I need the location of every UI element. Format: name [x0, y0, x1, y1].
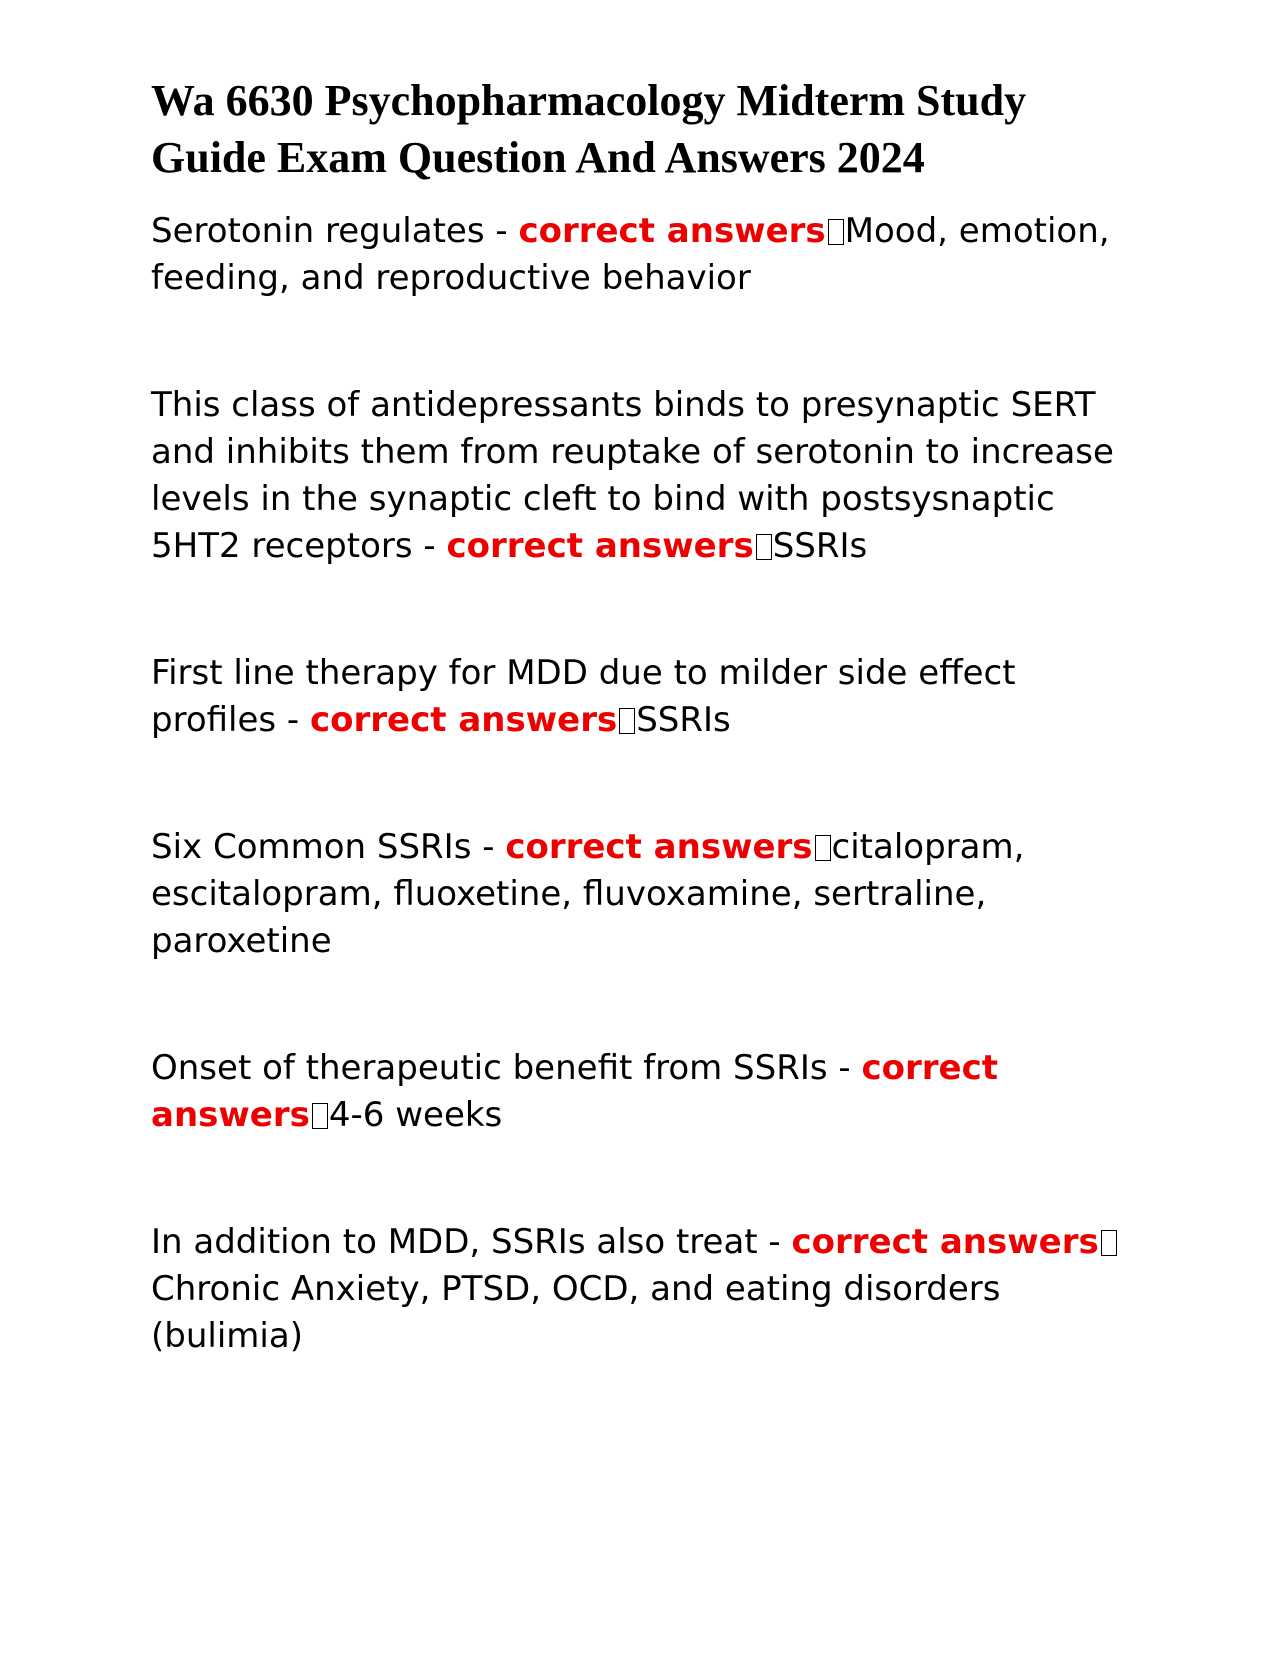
question-text: Onset of therapeutic benefit from SSRIs — [151, 1048, 828, 1088]
missing-glyph-icon — [756, 534, 772, 560]
answer-text: SSRIs — [772, 526, 868, 566]
answer-label: correct answers — [791, 1222, 1099, 1262]
answer-text: citalopram, escitalopram, fluoxetine, fluvoxamine, sertraline, paroxetine — [151, 827, 1025, 961]
qa-item — [151, 650, 1136, 744]
answer-label: correct answers — [310, 700, 618, 740]
answer-text: SSRIs — [636, 700, 731, 740]
qa-item — [151, 824, 1136, 965]
question-text: First line therapy for MDD due to milder side effect profiles — [151, 653, 1016, 740]
answer-text: Mood, emotion, feeding, and reproductive behavior — [151, 211, 1110, 298]
answer-text: Chronic Anxiety, PTSD, OCD, and eating disorders (bulimia) — [151, 1269, 1001, 1356]
qa-item — [151, 382, 1136, 570]
answer-label: correct answers — [151, 1048, 998, 1135]
document-title: Wa 6630 Psychopharmacology Midterm Study Guide Exam Question And Answers 2024 — [151, 76, 1027, 182]
missing-glyph-icon — [312, 1103, 328, 1129]
qa-item — [151, 1219, 1136, 1360]
separator: - — [412, 526, 447, 566]
question-text: This class of antidepressants binds to presynaptic SERT and inhibits them from reuptake of serotonin to increase levels in the synaptic cleft to bind with postsysnaptic 5HT2 receptors — [151, 385, 1114, 566]
separator: - — [757, 1222, 792, 1262]
question-text: Serotonin regulates — [151, 211, 485, 251]
missing-glyph-icon — [828, 219, 844, 245]
question-text: Six Common SSRIs — [151, 827, 472, 867]
answer-text: 4-6 weeks — [328, 1095, 503, 1135]
separator: - — [827, 1048, 862, 1088]
answer-label: correct answers — [518, 211, 826, 251]
qa-item — [151, 208, 1136, 302]
separator: - — [471, 827, 506, 867]
separator: - — [276, 700, 310, 740]
qa-item — [151, 1045, 1136, 1139]
missing-glyph-icon — [1101, 1230, 1117, 1256]
missing-glyph-icon — [815, 835, 831, 861]
answer-label: correct answers — [446, 526, 754, 566]
separator: - — [484, 211, 519, 251]
document-page — [151, 72, 1136, 1360]
question-text: In addition to MDD, SSRIs also treat — [151, 1222, 758, 1262]
answer-label: correct answers — [505, 827, 813, 867]
missing-glyph-icon — [619, 708, 635, 734]
